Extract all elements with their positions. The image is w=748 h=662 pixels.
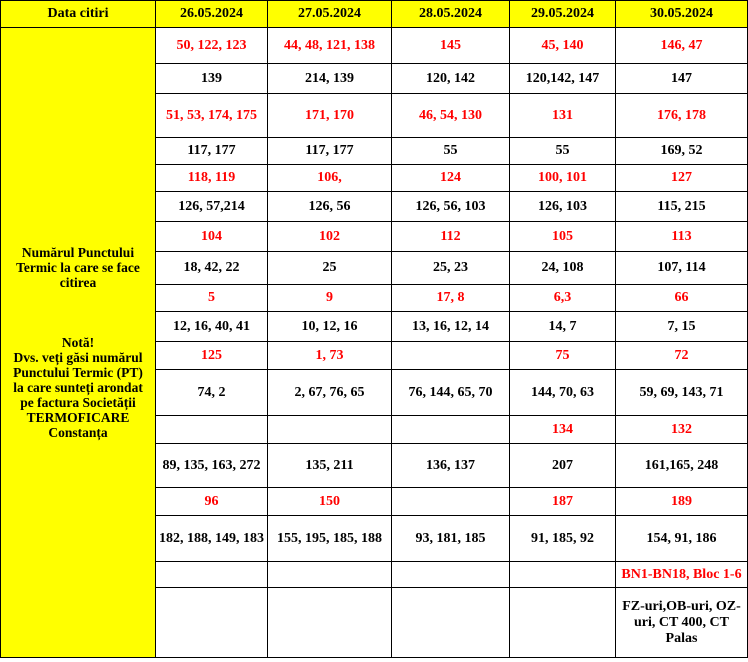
reading-cell: 176, 178 [616, 94, 748, 138]
reading-cell: 118, 119 [156, 165, 268, 192]
reading-cell [156, 588, 268, 658]
reading-cell: 50, 122, 123 [156, 28, 268, 64]
reading-cell [268, 588, 392, 658]
reading-cell: 150 [268, 488, 392, 516]
reading-cell: 14, 7 [510, 312, 616, 342]
reading-cell: 6,3 [510, 285, 616, 312]
reading-cell [510, 562, 616, 588]
header-date: 27.05.2024 [268, 1, 392, 28]
reading-cell: 55 [510, 138, 616, 165]
reading-cell: 55 [392, 138, 510, 165]
reading-cell: 136, 137 [392, 444, 510, 488]
reading-cell: 112 [392, 222, 510, 252]
reading-cell: 131 [510, 94, 616, 138]
reading-cell [268, 562, 392, 588]
data-row [1, 28, 748, 64]
reading-cell: 9 [268, 285, 392, 312]
reading-cell: 189 [616, 488, 748, 516]
reading-cell: 126, 103 [510, 192, 616, 222]
reading-cell: 1, 73 [268, 342, 392, 370]
reading-cell [510, 588, 616, 658]
reading-cell: 135, 211 [268, 444, 392, 488]
reading-cell: 124 [392, 165, 510, 192]
reading-cell: 45, 140 [510, 28, 616, 64]
reading-cell: 76, 144, 65, 70 [392, 370, 510, 416]
reading-cell [156, 416, 268, 444]
reading-cell: 89, 135, 163, 272 [156, 444, 268, 488]
reading-cell: 126, 57,214 [156, 192, 268, 222]
reading-cell: 117, 177 [268, 138, 392, 165]
reading-cell: 154, 91, 186 [616, 516, 748, 562]
side-spacer [7, 290, 149, 335]
side-title: Numărul Punctului Termic la care se face citirea [16, 245, 140, 290]
reading-cell: 146, 47 [616, 28, 748, 64]
reading-cell: 132 [616, 416, 748, 444]
reading-cell: 126, 56 [268, 192, 392, 222]
header-date: 30.05.2024 [616, 1, 748, 28]
reading-cell [268, 416, 392, 444]
reading-cell [392, 416, 510, 444]
reading-cell: 12, 16, 40, 41 [156, 312, 268, 342]
header-date: 28.05.2024 [392, 1, 510, 28]
reading-cell: 126, 56, 103 [392, 192, 510, 222]
reading-cell: 66 [616, 285, 748, 312]
reading-cell: 147 [616, 64, 748, 94]
reading-cell: 7, 15 [616, 312, 748, 342]
reading-cell: 25 [268, 252, 392, 285]
reading-cell: 113 [616, 222, 748, 252]
reading-cell: 100, 101 [510, 165, 616, 192]
reading-cell: 120,142, 147 [510, 64, 616, 94]
reading-cell: 2, 67, 76, 65 [268, 370, 392, 416]
note-text: Dvs. veți găsi numărul Punctului Termic (PT) la care sunteți arondat pe factura Societății TERMOFICARE Constanța [13, 350, 143, 440]
reading-cell: 125 [156, 342, 268, 370]
reading-cell [392, 562, 510, 588]
reading-cell: 214, 139 [268, 64, 392, 94]
reading-cell: 93, 181, 185 [392, 516, 510, 562]
reading-cell: 46, 54, 130 [392, 94, 510, 138]
reading-cell: 182, 188, 149, 183 [156, 516, 268, 562]
header-date: 26.05.2024 [156, 1, 268, 28]
reading-cell [392, 488, 510, 516]
reading-cell: 120, 142 [392, 64, 510, 94]
reading-cell: 96 [156, 488, 268, 516]
reading-cell: 169, 52 [616, 138, 748, 165]
note-label: Notă! [61, 335, 95, 350]
reading-cell: 171, 170 [268, 94, 392, 138]
reading-cell [392, 342, 510, 370]
reading-cell: 155, 195, 185, 188 [268, 516, 392, 562]
reading-cell: 18, 42, 22 [156, 252, 268, 285]
reading-cell: 144, 70, 63 [510, 370, 616, 416]
header-row [1, 1, 748, 28]
reading-cell: 72 [616, 342, 748, 370]
reading-cell: 75 [510, 342, 616, 370]
side-note-cell [1, 28, 156, 658]
reading-cell: 51, 53, 174, 175 [156, 94, 268, 138]
reading-cell: 117, 177 [156, 138, 268, 165]
reading-cell: 139 [156, 64, 268, 94]
reading-cell: 127 [616, 165, 748, 192]
reading-cell: 115, 215 [616, 192, 748, 222]
reading-cell: 107, 114 [616, 252, 748, 285]
reading-cell: 106, [268, 165, 392, 192]
reading-cell: 134 [510, 416, 616, 444]
reading-cell [392, 588, 510, 658]
reading-cell: 5 [156, 285, 268, 312]
reading-cell: 91, 185, 92 [510, 516, 616, 562]
reading-cell: 13, 16, 12, 14 [392, 312, 510, 342]
reading-cell: 161,165, 248 [616, 444, 748, 488]
reading-cell: 105 [510, 222, 616, 252]
header-date: 29.05.2024 [510, 1, 616, 28]
reading-cell: FZ-uri,OB-uri, OZ-uri, CT 400, CT Palas [616, 588, 748, 658]
header-label: Data citiri [1, 1, 156, 28]
reading-cell: 25, 23 [392, 252, 510, 285]
reading-cell: 145 [392, 28, 510, 64]
reading-cell: BN1-BN18, Bloc 1-6 [616, 562, 748, 588]
reading-cell: 207 [510, 444, 616, 488]
reading-cell: 187 [510, 488, 616, 516]
reading-cell: 17, 8 [392, 285, 510, 312]
reading-cell: 104 [156, 222, 268, 252]
reading-cell: 102 [268, 222, 392, 252]
reading-cell: 59, 69, 143, 71 [616, 370, 748, 416]
reading-cell: 44, 48, 121, 138 [268, 28, 392, 64]
reading-cell: 24, 108 [510, 252, 616, 285]
reading-cell [156, 562, 268, 588]
reading-cell: 74, 2 [156, 370, 268, 416]
reading-cell: 10, 12, 16 [268, 312, 392, 342]
